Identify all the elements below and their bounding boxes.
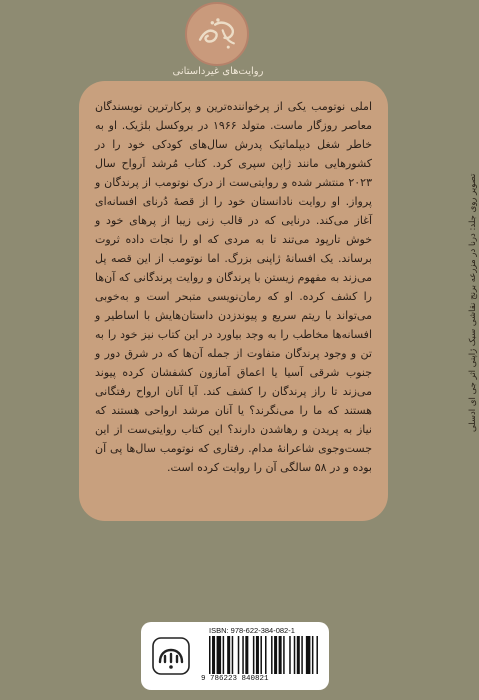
publisher-logo-icon (151, 636, 191, 676)
publisher-emblem (185, 2, 249, 66)
blurb-text: املی نوتومب یکی از پرخواننده‌ترین و پرکارترین نویسندگان معاصر روزگار ماست. متولد ۱۹۶۶ در بروکسل بلژیک. او به خاطر شغل دیپلماتیک پدرش سال‌های کودکی خود را در کشورهایی مانند ژاپن سپری کرد. کتاب مُرشد اَرواح سال ۲۰۲۳ منتشر شده و روایتی‌ست از درک نوتومب از پرندگان و پرواز. او روایت نادانستان خود را از قصهٔ دُرنای افسانه‌ای آغاز می‌کند. درنایی که در قالب زنی زیبا از پرهای خود و خوش تارپود می‌تند تا به مردی که او را نجات داده ثروت برساند. یک افسانهٔ ژاپنی بزرگ. اما نوتومب از این قصه پل می‌زند به مفهوم زیستن با پرندگان و روایت پرندگانی که آن‌ها را کشف کرده. او که رمان‌نویسی متبحر است و به‌خوبی می‌تواند با ریتم سریع و پیوندزدن داستان‌هایش با اساطیر و افسانه‌ها مخاطب را به وجد بیاورد در این کتاب نیز خود را به تن و وجود پرندگان متفاوت از جمله آن‌ها که در شرق دور و جنوب شرقی آسیا یا اعماق آمازون کشفشان کرده پیوند می‌زند تا راز پرندگان را کشف کند. آیا آنان ارواح رفتگانی هستند که ما را می‌نگرند؟ یا آنان مرشد ارواحی هستند که نیاز به پریدن و رهاشدن دارند؟ این کتاب روایتی‌ست از این جست‌وجوی شاعرانهٔ مدام. رفتاری که نوتومب سال‌ها پی آن بوده و در ۵۸ سالگی آن را روایت کرده است. (95, 100, 373, 474)
back-cover-blurb (79, 81, 388, 521)
barcode-icon (209, 636, 321, 674)
barcode-digits: 9 786223 840821 (201, 675, 269, 683)
calligraphy-logo-icon (187, 4, 247, 64)
cover-image-credit: تصویر روی جلد: درنا در مزرعه برنج نقاشی سبک ژاپنی اثر جی ای ادسلی (468, 173, 478, 432)
isbn-label: ISBN: 978-622-384-082-1 (209, 626, 295, 635)
series-tagline: روایت‌های غیرداستانی (172, 66, 264, 77)
barcode-panel (141, 622, 329, 690)
